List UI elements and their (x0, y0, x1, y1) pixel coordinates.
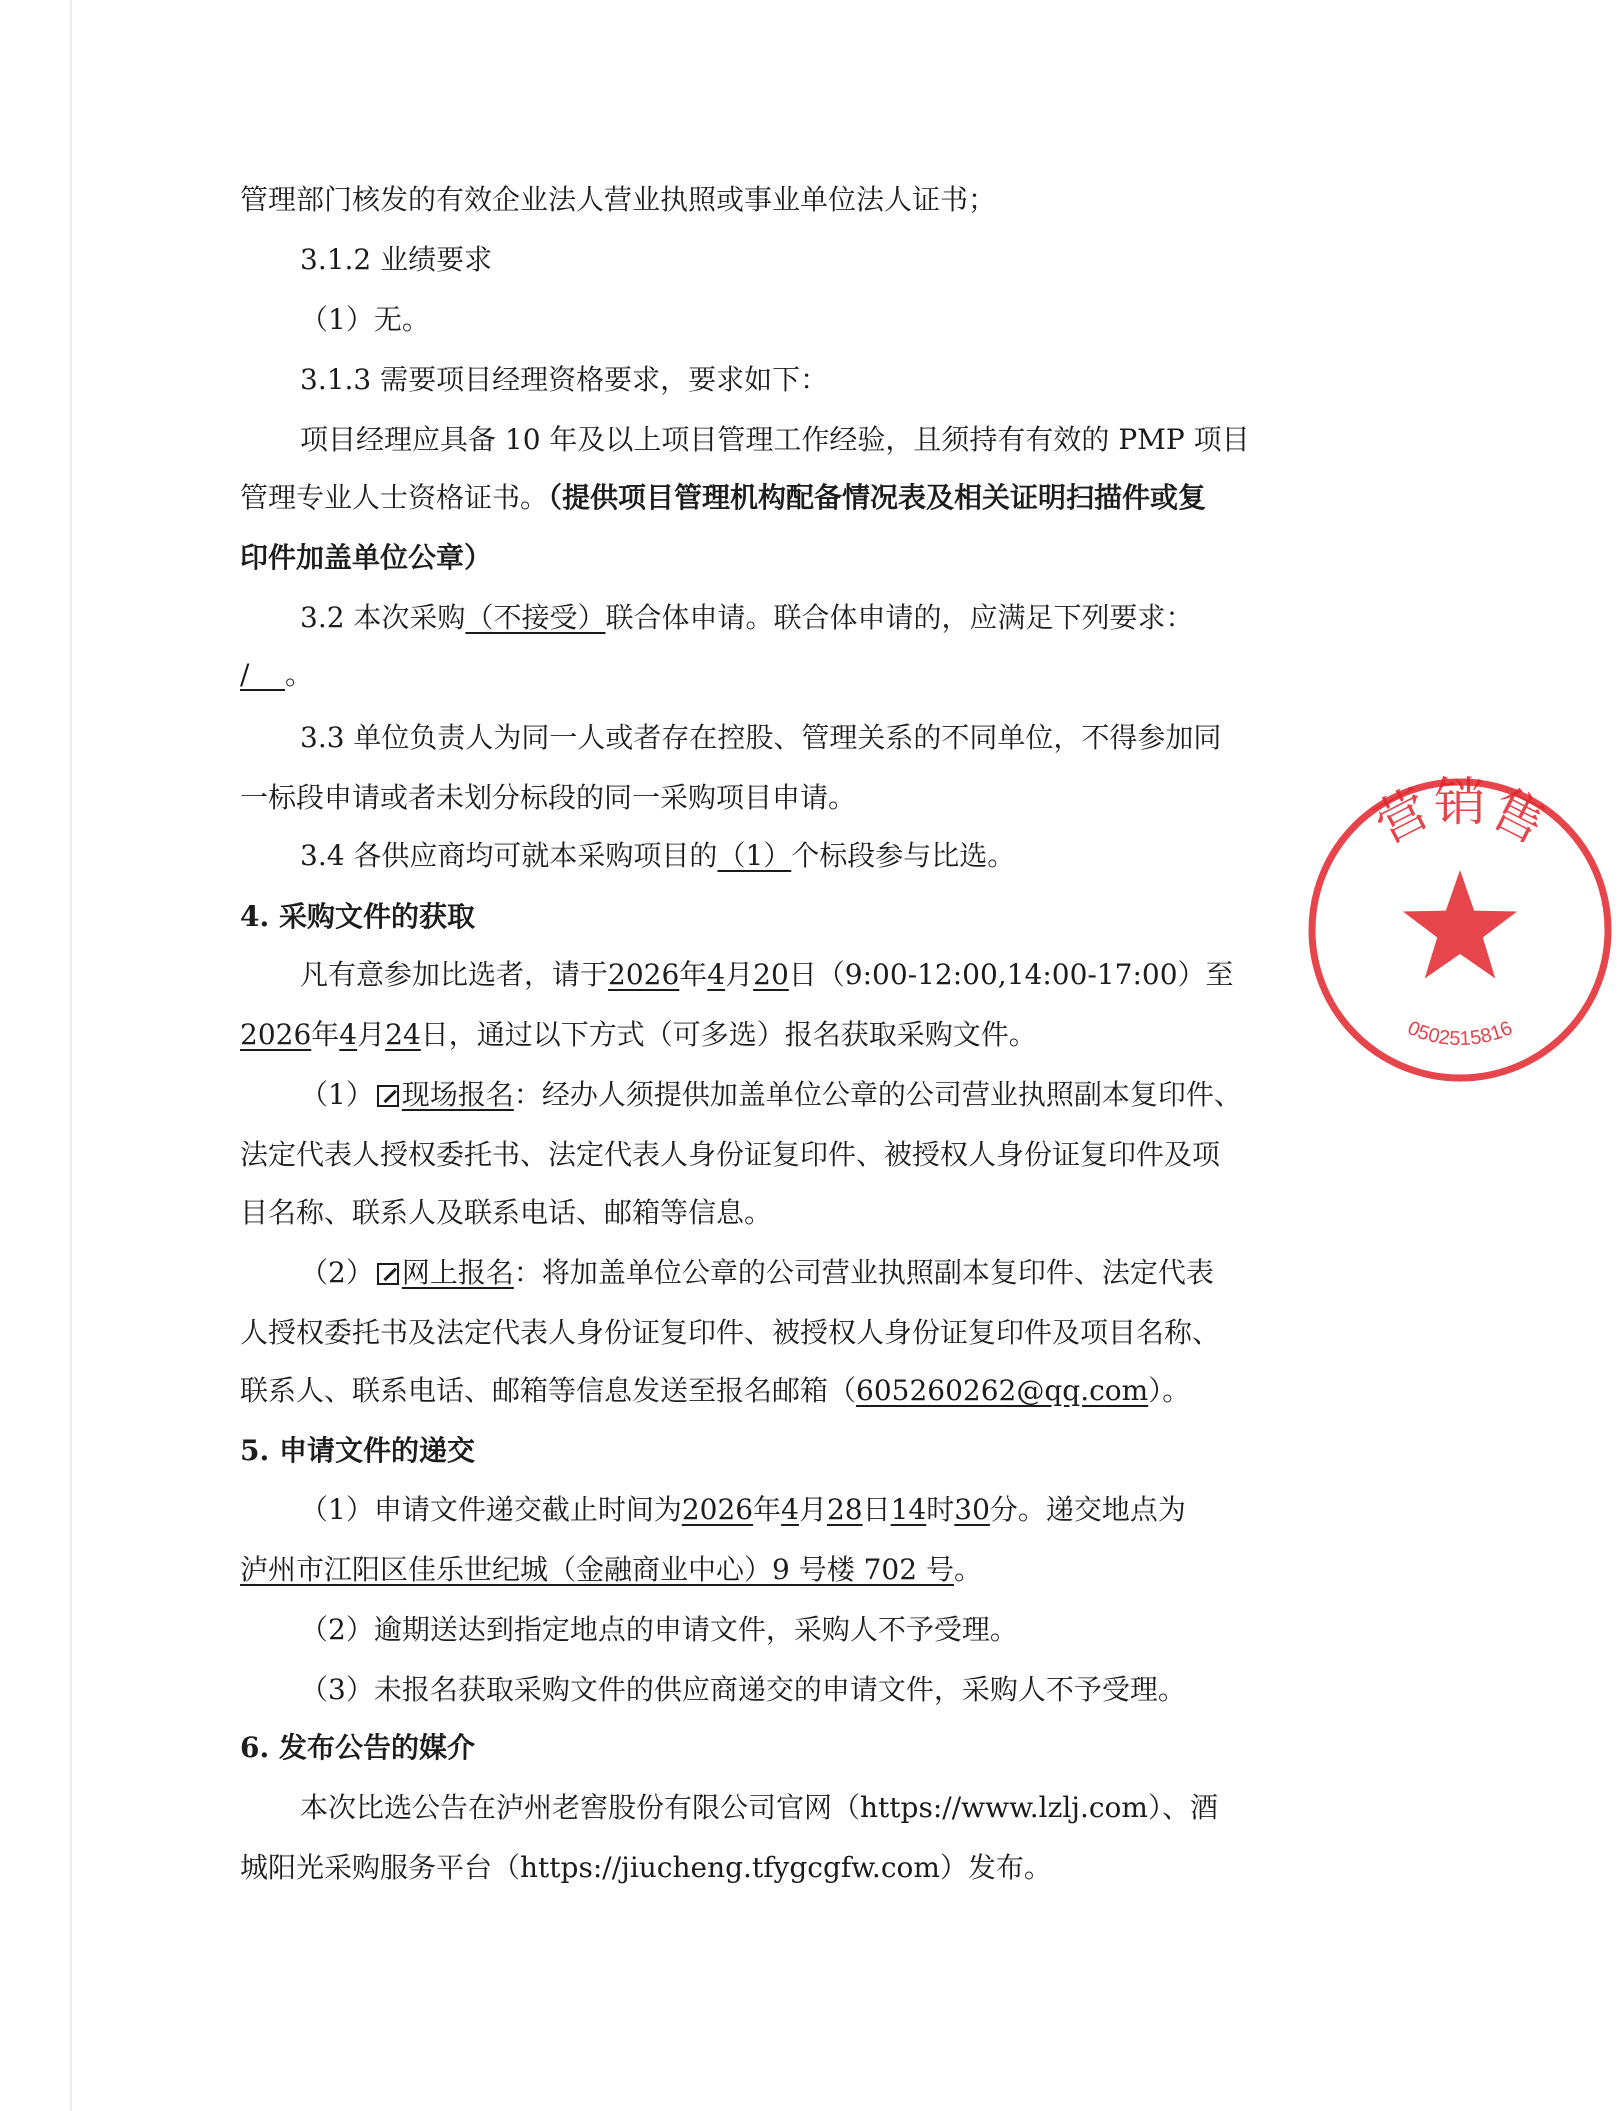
paragraph-line: 泸州市江阳区佳乐世纪城（金融商业中心）9 号楼 702 号。 (240, 1553, 982, 1586)
scan-edge-shadow (70, 0, 72, 2111)
section-3-1-2-heading: 3.1.2 业绩要求 (300, 243, 493, 276)
section-3-4: 3.4 各供应商均可就本采购项目的（1）个标段参与比选。 (300, 839, 1016, 872)
svg-text:0502515816 (1404, 1017, 1516, 1050)
paragraph-line: / 。 (240, 658, 314, 691)
section-3-1-3-heading: 3.1.3 需要项目经理资格要求，要求如下： (300, 363, 829, 396)
paragraph-line: 印件加盖单位公章） (240, 541, 493, 574)
section-4-heading: 4. 采购文件的获取 (240, 900, 475, 933)
submission-address: 泸州市江阳区佳乐世纪城（金融商业中心）9 号楼 702 号 (240, 1553, 954, 1586)
company-seal-stamp (1300, 770, 1554, 1090)
section-6-heading: 6. 发布公告的媒介 (240, 1731, 475, 1764)
online-registration-option: （2） 网上报名：将加盖单位公章的公司营业执照副本复印件、法定代表 (300, 1256, 1214, 1289)
paragraph-line: 2026年4月24日，通过以下方式（可多选）报名获取采购文件。 (240, 1018, 1037, 1051)
paragraph-line: 一标段申请或者未划分标段的同一采购项目申请。 (240, 781, 857, 814)
paragraph-line: 凡有意参加比选者，请于2026年4月20日（9:00-12:00,14:00-17:00）至 (300, 958, 1234, 991)
paragraph-line: 本次比选公告在泸州老窖股份有限公司官网（https://www.lzlj.com）、酒 (300, 1791, 1218, 1824)
paragraph-line: 目名称、联系人及联系电话、邮箱等信息。 (240, 1196, 773, 1229)
seal-number: 0502515816 (1404, 1017, 1516, 1051)
paragraph-line: （2）逾期送达到指定地点的申请文件，采购人不予受理。 (300, 1613, 1018, 1646)
paragraph-line: 管理部门核发的有效企业法人营业执照或事业单位法人证书； (240, 183, 997, 216)
svg-text:营销售 (1366, 775, 1554, 855)
section-3-2: 3.2 本次采购（不接受）联合体申请。联合体申请的，应满足下列要求： (300, 601, 1194, 634)
paragraph-line: 项目经理应具备 10 年及以上项目管理工作经验，且须持有有效的 PMP 项目 (300, 423, 1250, 456)
paragraph-line: （1）申请文件递交截止时间为2026年4月28日14时30分。递交地点为 (300, 1493, 1186, 1526)
paragraph-line: 人授权委托书及法定代表人身份证复印件、被授权人身份证复印件及项目名称、 (240, 1316, 1221, 1349)
section-5-heading: 5. 申请文件的递交 (240, 1434, 475, 1467)
paragraph-line: 城阳光采购服务平台（https://jiucheng.tfygcgfw.com）发布。 (240, 1851, 1052, 1884)
section-3-3: 3.3 单位负责人为同一人或者存在控股、管理关系的不同单位，不得参加同 (300, 721, 1222, 754)
checked-checkbox-icon (377, 1263, 399, 1285)
registration-email: 605260262@qq.com (856, 1374, 1149, 1407)
paragraph-line: 联系人、联系电话、邮箱等信息发送至报名邮箱（605260262@qq.com）。 (240, 1374, 1191, 1407)
onsite-registration-option: （1） 现场报名：经办人须提供加盖单位公章的公司营业执照副本复印件、 (300, 1078, 1242, 1111)
seal-text: 营销售 (1366, 775, 1554, 855)
paragraph-line: （1）无。 (300, 303, 430, 336)
seal-graphic (1300, 770, 1620, 1090)
paragraph-line: 法定代表人授权委托书、法定代表人身份证复印件、被授权人身份证复印件及项 (240, 1138, 1221, 1171)
paragraph-line: 管理专业人士资格证书。（提供项目管理机构配备情况表及相关证明扫描件或复 (240, 481, 1207, 514)
paragraph-line: （3）未报名获取采购文件的供应商递交的申请文件，采购人不予受理。 (300, 1673, 1186, 1706)
checked-checkbox-icon (377, 1085, 399, 1107)
